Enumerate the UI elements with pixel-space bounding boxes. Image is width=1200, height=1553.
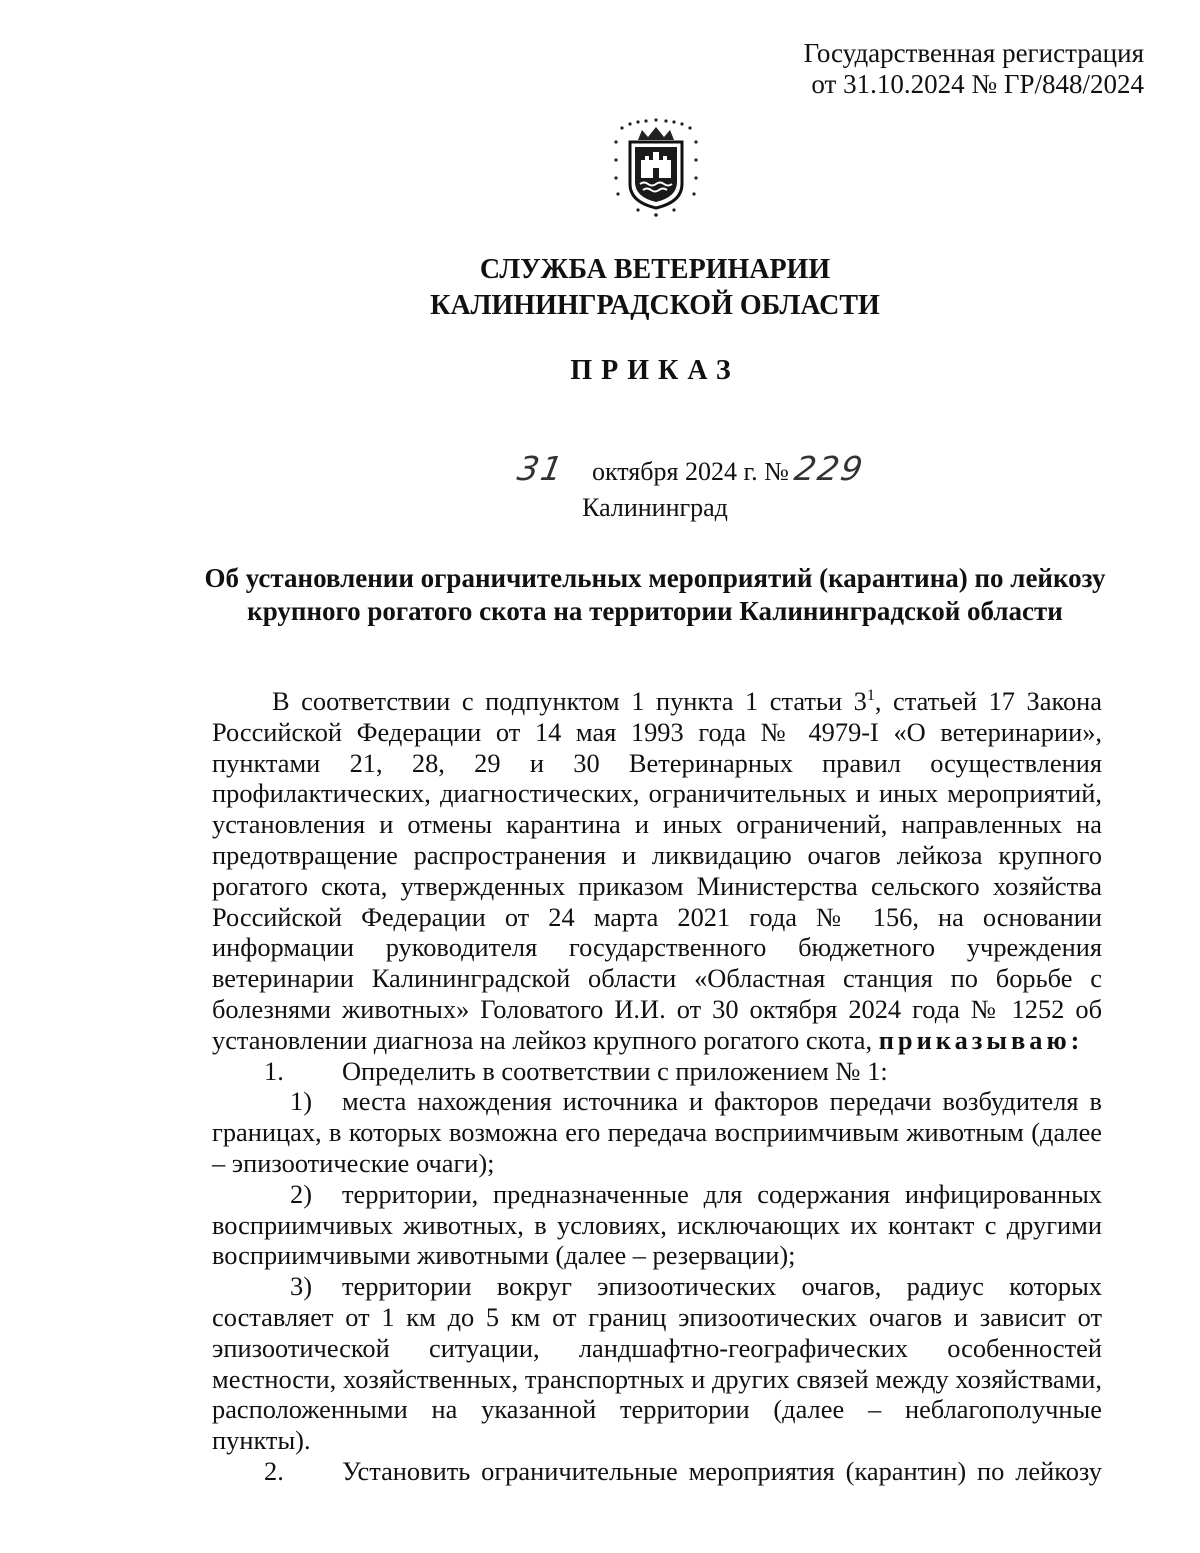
document-title-line-1: Об установлении ограничительных мероприятий (карантина) по лейкозу: [204, 563, 1106, 593]
sub-item-number: 1): [290, 1086, 312, 1117]
item-number: 1.: [264, 1055, 284, 1086]
sub-item-text: территории, предназначенные для содержания инфицированных восприимчивых животных, в условиях, исключающих их контакт с другими восприимчивыми животными (далее – резервации);: [212, 1178, 1102, 1271]
preamble-text-start: В соответствии с подпунктом 1 пункта 1 статьи 3: [272, 686, 867, 716]
document-body: [212, 686, 1102, 1487]
preamble-superscript: 1: [866, 687, 875, 705]
item-text: Определить в соответствии с приложением № 1:: [342, 1055, 888, 1086]
sub-item: [212, 1086, 1102, 1178]
agency-name-line-1: СЛУЖБА ВЕТЕРИНАРИИ: [479, 254, 831, 285]
order-month-year: октября 2024 г. №: [592, 457, 789, 486]
registration-line-1: Государственная регистрация: [803, 38, 1144, 68]
coat-of-arms-icon: [608, 118, 704, 218]
document-title: [160, 562, 1150, 628]
sub-item: [212, 1179, 1102, 1271]
preamble-text-rest: , статьей 17 Закона Российской Федерации от 14 мая 1993 года № 4979-I «О ветеринарии», пунктами 21, 28, 29 и 30 Ветеринарных правил осуществления профилактических, диагностических, ограничительных и иных мероприятий, установления и отмены карантина и иных ограничений, направленных на предотвращение распространения и ликвидацию очагов лейкоза крупного рогатого скота, утвержденных приказом Министерства сельского хозяйства Российской Федерации от 24 марта 2021 года № 156, на основании информации руководителя государственного бюджетного учреждения ветеринарии Калининградской области «Областная станция по борьбе с болезнями животных» Головатого И.И. от 30 октября 2024 года № 1252 об установлении диагноза на лейкоз крупного рогатого скота,: [212, 686, 1102, 1055]
item-number: 2.: [264, 1455, 284, 1486]
preamble-paragraph: [212, 686, 1102, 1056]
sub-item-number: 2): [290, 1178, 312, 1209]
handwritten-day: 31: [514, 449, 568, 488]
registration-line-2: от 31.10.2024 № ГР/848/2024: [811, 69, 1144, 99]
list-item: [212, 1456, 1102, 1487]
order-city: Калининград: [582, 493, 728, 522]
handwritten-order-number: 229: [791, 449, 868, 488]
order-heading: ПРИКАЗ: [570, 355, 740, 386]
sub-item-number: 3): [290, 1271, 312, 1302]
order-word: приказываю:: [878, 1024, 1084, 1055]
document-title-line-2: крупного рогатого скота на территории Калининградской области: [247, 596, 1063, 626]
item-text: Установить ограничительные мероприятия (карантин) по лейкозу: [342, 1455, 1102, 1486]
sub-item: [212, 1271, 1102, 1456]
sub-item-text: места нахождения источника и факторов передачи возбудителя в границах, в которых возможна его передача восприимчивым животным (далее – эпизоотические очаги);: [212, 1086, 1102, 1178]
order-date-line: [514, 449, 868, 489]
registration-stamp: [804, 38, 1144, 100]
sub-item-text: территории вокруг эпизоотических очагов, радиус которых составляет от 1 км до 5 км от границ эпизоотических очагов и зависит от эпизоотической ситуации, ландшафтно-географических особенностей местности, хозяйственных, транспортных и других связей между хозяйствами, расположенными на указанной территории (далее – неблагополучные пункты).: [212, 1271, 1102, 1456]
agency-name-line-2: КАЛИНИНГРАДСКОЙ ОБЛАСТИ: [430, 290, 880, 321]
agency-name: [0, 252, 1200, 324]
list-item: [212, 1056, 1102, 1087]
